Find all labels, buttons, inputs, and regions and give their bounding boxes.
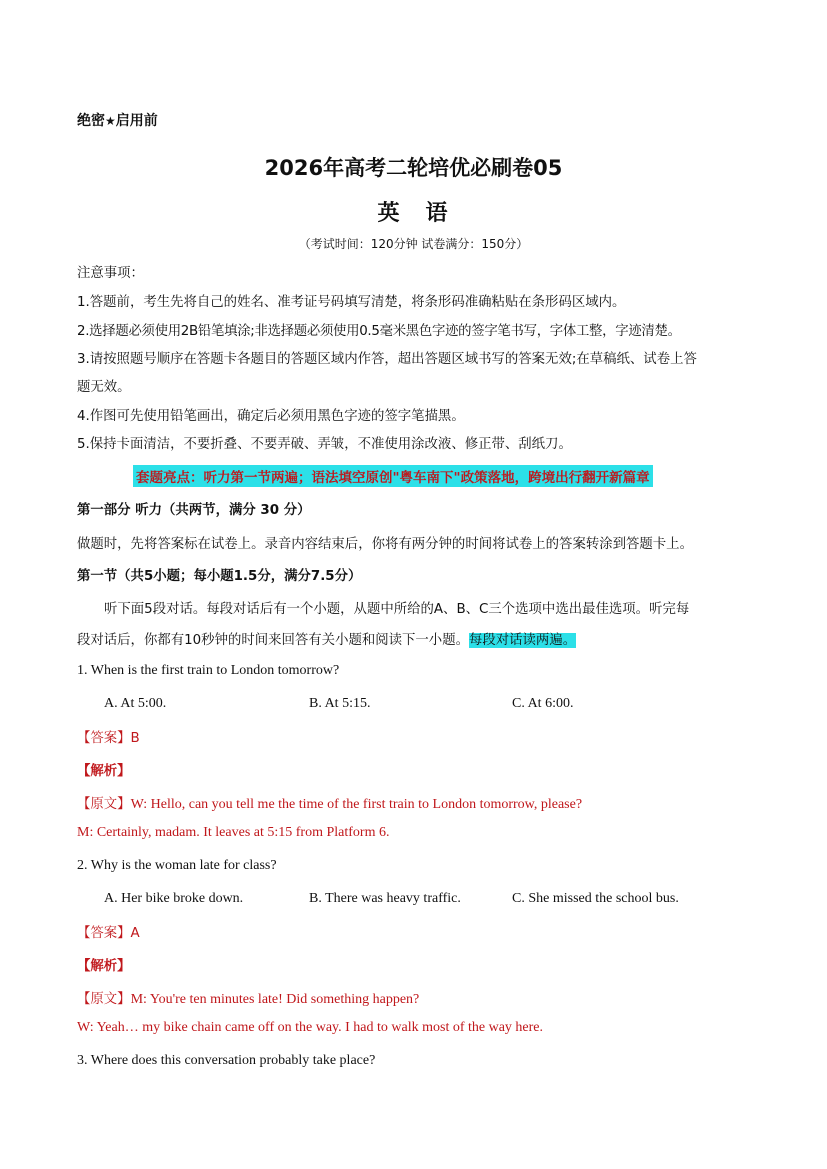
transcript-line: W: Yeah… my bike chain came off on the way. I had to walk most of the way here.	[77, 1020, 544, 1035]
question-stem: 1. When is the first train to London tomorrow?	[77, 663, 340, 678]
exam-title: 2026年高考二轮培优必刷卷05	[264, 156, 563, 180]
part1-instruction: 做题时，先将答案标在试卷上。录音内容结束后，你将有两分钟的时间将试卷上的答案转涂到答题卡上。	[77, 537, 693, 552]
note-item: 1.答题前，考生先将自己的姓名、准考证号码填写清楚，将条形码准确粘贴在条形码区域内。	[77, 295, 626, 310]
option-c: C. At 6:00.	[512, 696, 574, 711]
note-item: 3.请按照题号顺序在答题卡各题目的答题区域内作答，超出答题区域书写的答案无效;在草稿纸、试卷上答	[77, 352, 697, 367]
option-a: A. At 5:00.	[104, 696, 167, 711]
question-stem: 3. Where does this conversation probably take place?	[77, 1053, 376, 1068]
note-item: 2.选择题必须使用2B铅笔填涂;非选择题必须使用0.5毫米黑色字迹的签字笔书写，字体工整，字迹清楚。	[77, 324, 681, 339]
highlight-banner: 套题亮点：听力第一节两遍；语法填空原创"粤车南下"政策落地，跨境出行翻开新篇章	[133, 465, 653, 487]
transcript: 【原文】W: Hello, can you tell me the time of the first train to London tomorrow, please?	[77, 797, 583, 812]
section1-intro: 听下面5段对话。每段对话后有一个小题，从题中所给的A、B、C三个选项中选出最佳选项。听完每	[104, 602, 690, 617]
notes-heading: 注意事项：	[77, 266, 144, 281]
transcript-line: M: Certainly, madam. It leaves at 5:15 from Platform 6.	[77, 825, 390, 840]
option-b: B. At 5:15.	[309, 696, 371, 711]
note-item: 题无效。	[77, 380, 131, 395]
question-stem: 2. Why is the woman late for class?	[77, 858, 277, 873]
option-b: B. There was heavy traffic.	[309, 891, 461, 906]
answer-label: 【答案】B	[77, 731, 140, 746]
option-a: A. Her bike broke down.	[104, 891, 244, 906]
highlighted-text: 每段对话读两遍。	[468, 633, 577, 648]
note-item: 5.保持卡面清洁，不要折叠、不要弄破、弄皱，不准使用涂改液、修正带、刮纸刀。	[77, 437, 572, 452]
exam-info: （考试时间：120分钟 试卷满分：150分）	[298, 237, 529, 251]
part1-heading: 第一部分 听力（共两节，满分 30 分）	[77, 503, 311, 518]
option-c: C. She missed the school bus.	[512, 891, 679, 906]
section1-intro: 段对话后，你都有10秒钟的时间来回答有关小题和阅读下一小题。每段对话读两遍。	[77, 633, 577, 648]
subject-title: 英 语	[377, 201, 450, 226]
answer-label: 【答案】A	[77, 926, 140, 941]
analysis-label: 【解析】	[77, 959, 131, 974]
section1-heading: 第一节（共5小题；每小题1.5分，满分7.5分）	[77, 569, 362, 584]
star-icon: ★	[105, 114, 116, 128]
confidential-label: 绝密★启用前	[77, 113, 158, 129]
note-item: 4.作图可先使用铅笔画出，确定后必须用黑色字迹的签字笔描黑。	[77, 409, 465, 424]
transcript: 【原文】M: You're ten minutes late! Did something happen?	[77, 992, 420, 1007]
analysis-label: 【解析】	[77, 764, 131, 779]
